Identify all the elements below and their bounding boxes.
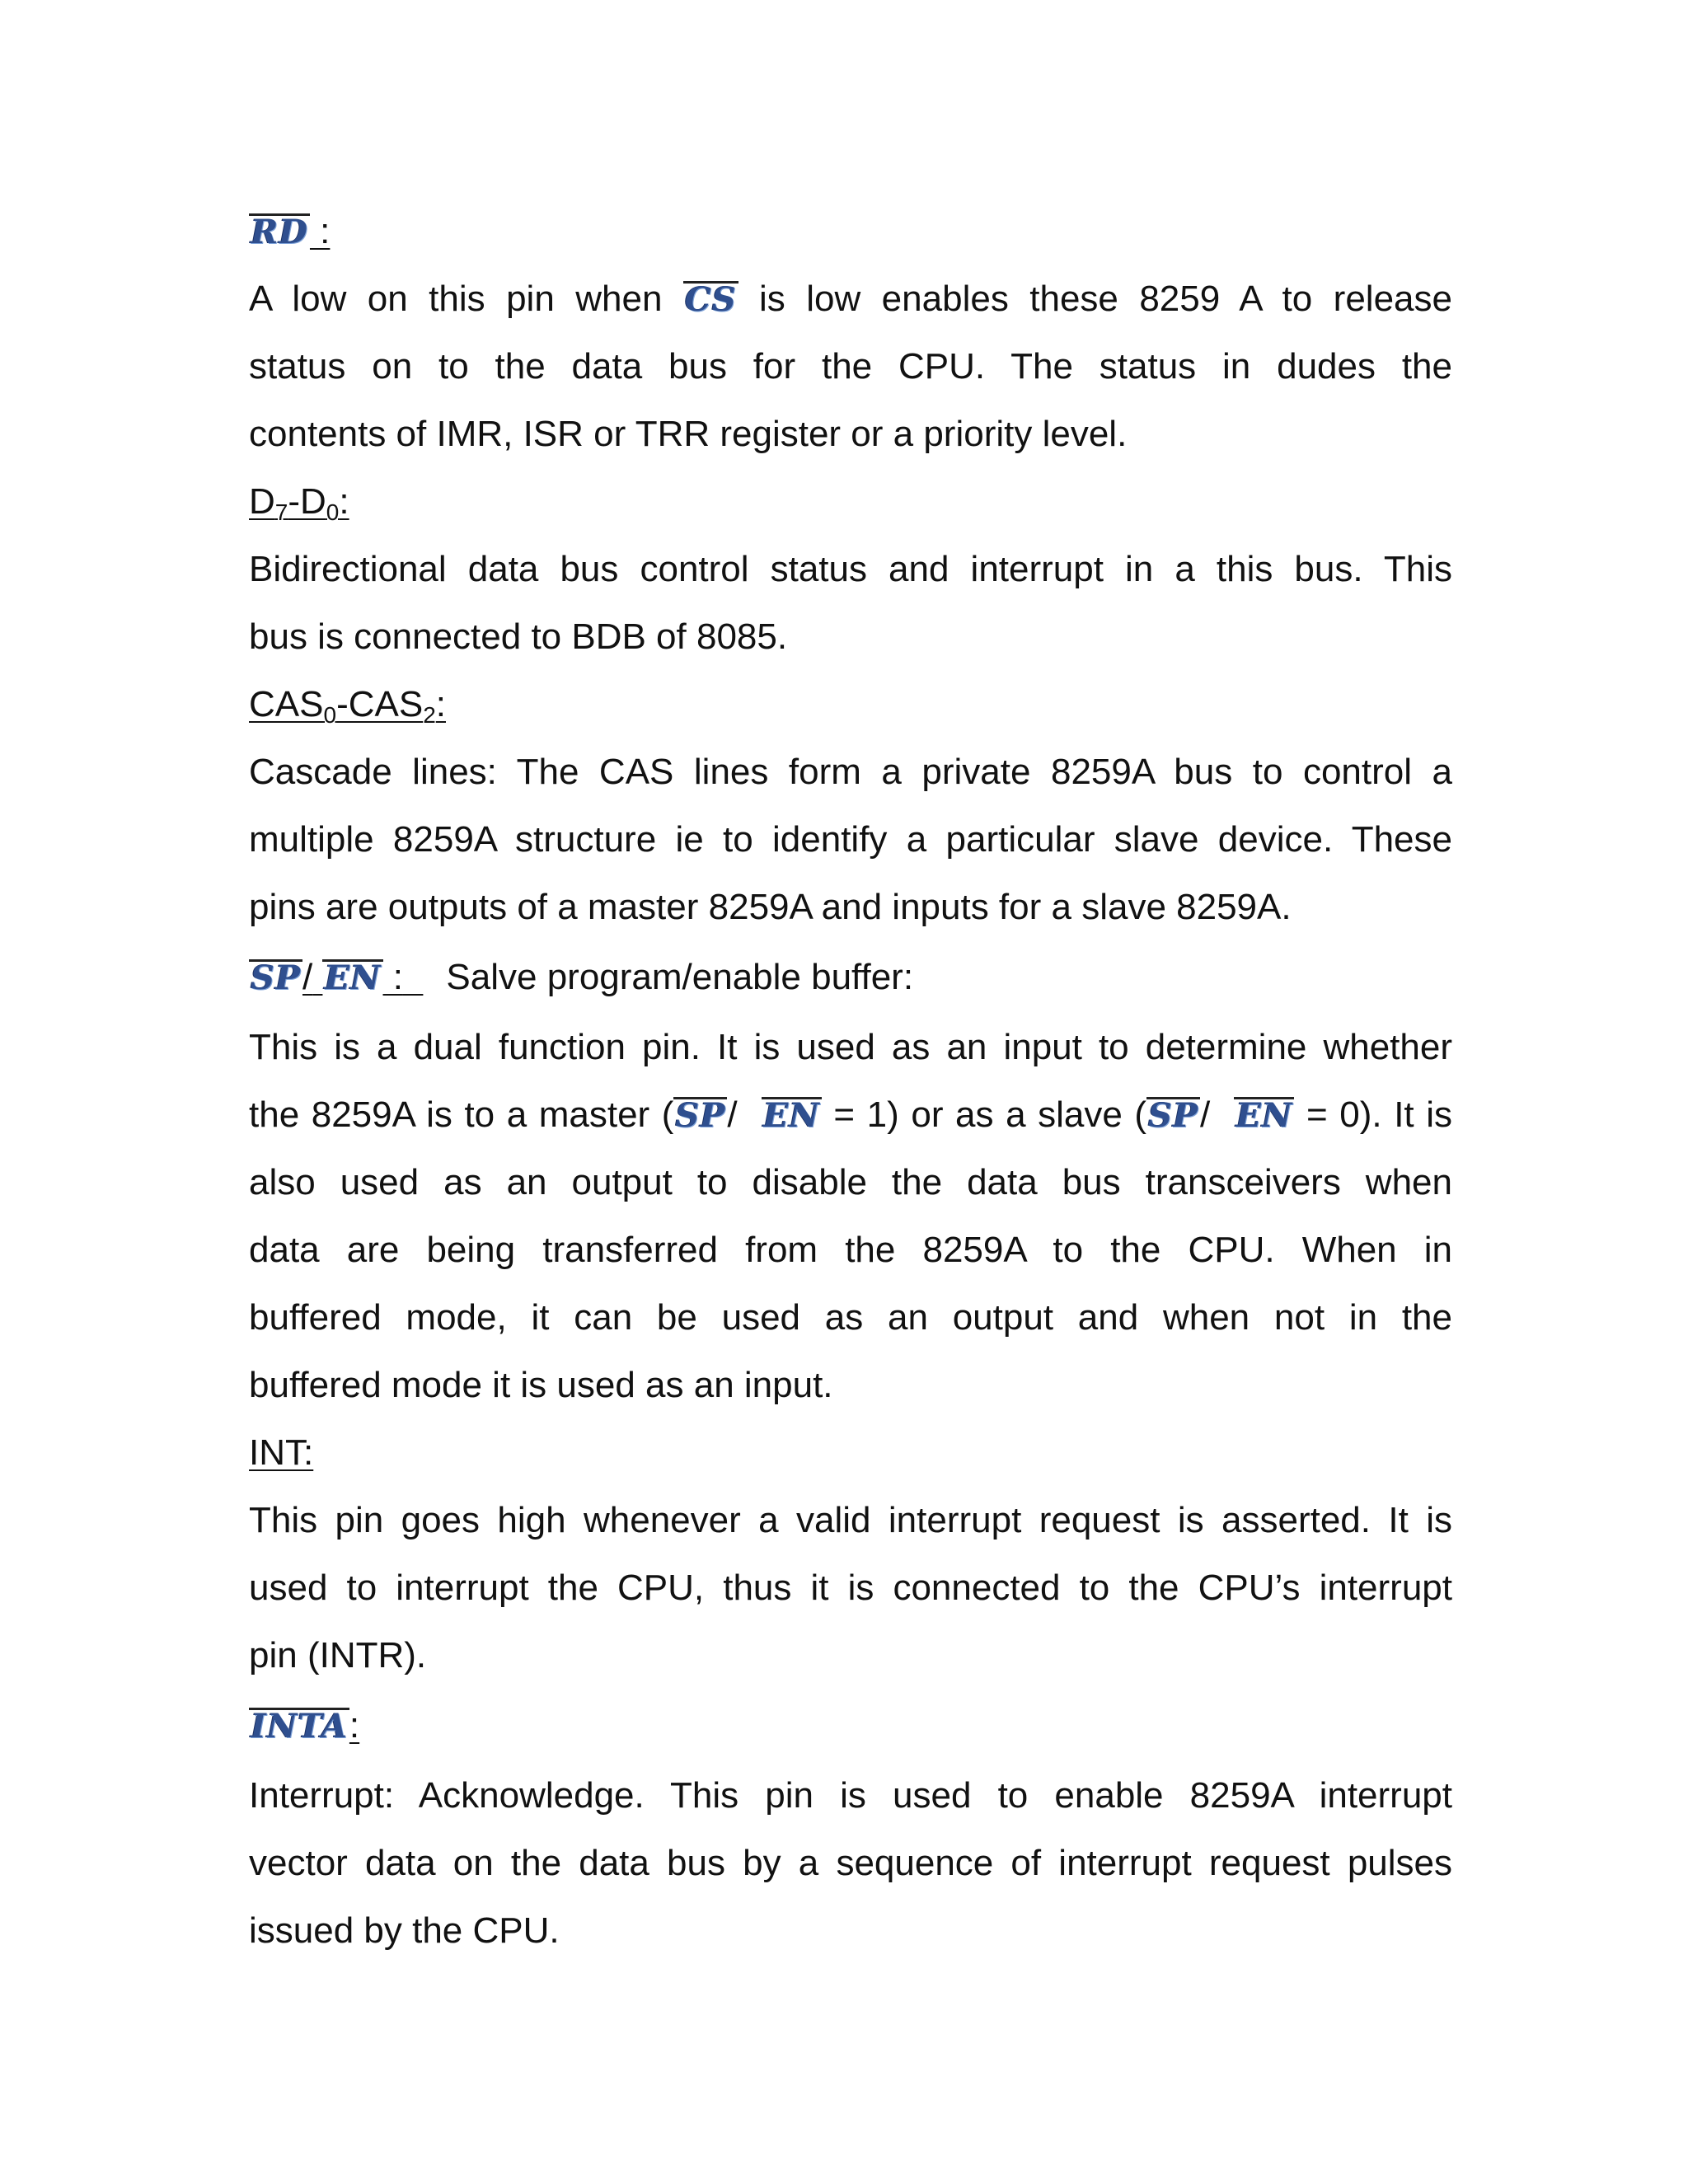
inta-line-2: vector data on the data bus by a sequence of interrupt request pulses xyxy=(249,1843,1452,1883)
sp-en-line-5: buffered mode, it can be used as an output and when not in the xyxy=(249,1297,1452,1338)
inta-heading: INTA: xyxy=(251,1705,360,1746)
rd-line-2: status on to the data bus for the CPU. The status in dudes the xyxy=(249,346,1452,387)
sp-symbol-inline-1: SP xyxy=(675,1096,726,1135)
sp-en-line-2: the 8259A is to a master (SP/ EN = 1) or as a slave (SP/ EN = 0). It is xyxy=(249,1094,1452,1135)
int-line-1: This pin goes high whenever a valid interrupt request is asserted. It is xyxy=(249,1500,1452,1540)
sp-en-heading: SP/ EN : Salve program/enable buffer: xyxy=(251,957,914,997)
rd-paragraph xyxy=(249,265,1452,468)
inta-line-1: Interrupt: Acknowledge. This pin is used to enable 8259A interrupt xyxy=(249,1775,1452,1816)
rd-line-1: A low on this pin when CS is low enables these 8259 A to release xyxy=(249,279,1452,319)
sp-en-line-1: This is a dual function pin. It is used as an input to determine whether xyxy=(249,1027,1452,1067)
int-heading: INT: xyxy=(249,1432,314,1473)
d7-d0-line-1: Bidirectional data bus control status and interrupt in a this bus. This xyxy=(249,549,1452,589)
rd-symbol: RD xyxy=(251,213,308,251)
int-line-3: pin (INTR). xyxy=(249,1635,427,1675)
en-symbol-inline-1: EN xyxy=(762,1096,820,1135)
cas-heading: $CAS_0-CAS_2$: xyxy=(249,684,446,728)
rd-heading: RD : xyxy=(251,211,331,251)
inta-paragraph xyxy=(249,1762,1452,1965)
document-page xyxy=(249,198,1452,1965)
en-symbol: EN xyxy=(324,958,382,997)
d7-d0-paragraph xyxy=(249,536,1452,671)
sp-en-line-3: also used as an output to disable the data bus transceivers when xyxy=(249,1162,1452,1202)
rd-line-3: contents of IMR, ISR or TRR register or a priority level. xyxy=(249,414,1128,454)
cas-line-1: Cascade lines: The CAS lines form a private 8259A bus to control a xyxy=(249,752,1452,792)
cs-symbol: CS xyxy=(684,280,737,319)
cas-paragraph xyxy=(249,738,1452,941)
d7-d0-heading: $D_7-D_0$: xyxy=(249,481,349,525)
sp-symbol: SP xyxy=(251,958,301,997)
sp-en-paragraph xyxy=(249,1014,1452,1419)
d7-d0-line-2: bus is connected to BDB of 8085. xyxy=(249,616,788,657)
int-paragraph xyxy=(249,1487,1452,1690)
sp-en-title: Salve program/enable buffer: xyxy=(446,957,914,997)
en-symbol-inline-2: EN xyxy=(1236,1096,1293,1135)
sp-en-line-4: data are being transferred from the 8259A to the CPU. When in xyxy=(249,1230,1452,1270)
inta-line-3: issued by the CPU. xyxy=(249,1910,560,1951)
sp-symbol-inline-2: SP xyxy=(1148,1096,1199,1135)
int-line-2: used to interrupt the CPU, thus it is connected to the CPU’s interrupt xyxy=(249,1568,1452,1608)
cas-line-3: pins are outputs of a master 8259A and inputs for a slave 8259A. xyxy=(249,887,1292,927)
cas-line-2: multiple 8259A structure ie to identify a particular slave device. These xyxy=(249,819,1452,860)
inta-symbol: INTA xyxy=(251,1707,348,1746)
sp-en-line-6: buffered mode it is used as an input. xyxy=(249,1365,833,1405)
